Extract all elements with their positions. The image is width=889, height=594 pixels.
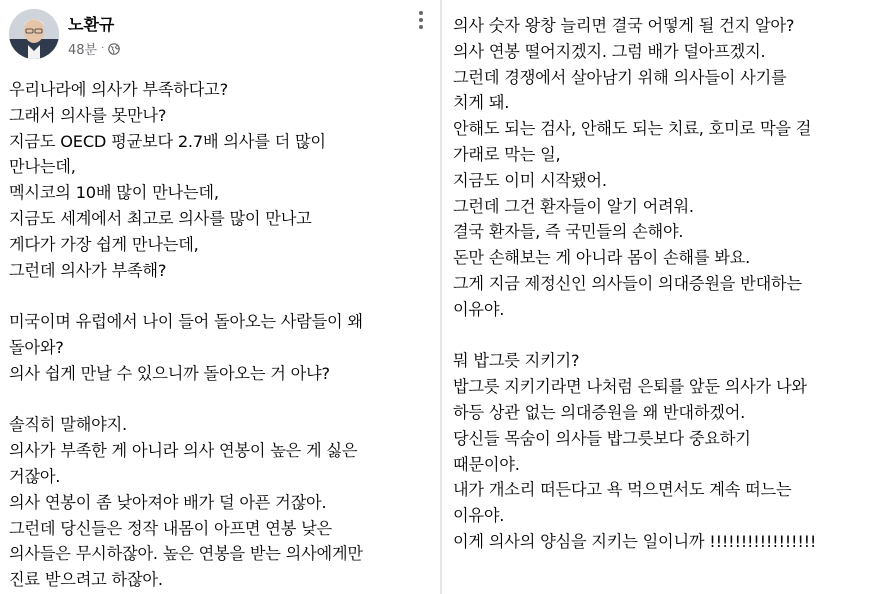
text-line: 멕시코의 10배 많이 만나는데,	[9, 183, 219, 203]
text-line: 그래서 의사를 못만나?	[9, 105, 167, 125]
text-line: 솔직히 말해야지.	[9, 415, 127, 435]
text-line: 게다가 가장 쉽게 만나는데,	[9, 234, 199, 254]
author-avatar[interactable]	[9, 9, 59, 59]
text-line: 이유야.	[453, 299, 505, 319]
text-line: 돈만 손해보는 게 아니라 몸이 손해를 봐요.	[453, 248, 751, 268]
post-meta	[68, 39, 120, 58]
post-text-left	[9, 77, 434, 593]
post-time[interactable]: 48분	[68, 43, 98, 58]
text-line: 그런데 그건 환자들이 알기 어려워.	[453, 196, 694, 216]
text-line: 내가 개소리 떠든다고 욕 먹으면서도 계속 떠느는	[453, 480, 792, 500]
text-line: 때문이야.	[453, 454, 520, 474]
text-line: 의사가 부족한 게 아니라 의사 연봉이 높은 게 싫은	[9, 441, 358, 461]
text-line: 의사 숫자 왕창 늘리면 결국 어떻게 될 건지 알아?	[453, 16, 795, 35]
text-line: 안해도 되는 검사, 안해도 되는 치료, 호미로 막을 걸	[453, 119, 812, 139]
post-text-right	[453, 13, 883, 555]
globe-icon[interactable]	[108, 43, 120, 55]
text-line: 돌아와?	[9, 337, 64, 357]
column-divider	[440, 0, 442, 594]
blank-line	[9, 283, 434, 309]
text-line: 거잖아.	[9, 466, 61, 486]
text-line: 이유야.	[453, 506, 505, 526]
text-line: 지금도 세계에서 최고로 의사를 많이 만나고	[9, 208, 312, 228]
text-line: 그런데 의사가 부족해?	[9, 260, 167, 280]
text-line: 의사들은 무시하잖아. 높은 연봉을 받는 의사에게만	[9, 544, 363, 564]
more-vertical-icon	[413, 9, 429, 37]
author-name[interactable]: 노환규	[68, 15, 115, 34]
text-line: 지금도 이미 시작됐어.	[453, 170, 607, 190]
meta-separator: ·	[101, 43, 105, 54]
avatar-photo-icon	[9, 9, 59, 59]
text-line: 만나는데,	[9, 157, 76, 177]
text-line: 그런데 당신들은 정작 내몸이 아프면 연봉 낮은	[9, 518, 332, 538]
post-right-column	[443, 0, 889, 594]
text-line: 가래로 막는 일,	[453, 144, 561, 164]
text-line: 뭐 밥그릇 지키기?	[453, 351, 580, 371]
text-line: 의사 쉽게 만날 수 있으니까 돌아오는 거 아냐?	[9, 363, 330, 383]
text-line: 우리나라에 의사가 부족하다고?	[9, 80, 228, 99]
post-left-column	[0, 0, 440, 594]
post-header	[9, 9, 429, 61]
blank-line	[9, 387, 434, 413]
text-line: 당신들 목숨이 의사들 밥그릇보다 중요하기	[453, 428, 751, 448]
text-line: 이게 의사의 양심을 지키는 일이니까 !!!!!!!!!!!!!!!!!	[453, 531, 817, 551]
more-options-button[interactable]	[413, 9, 429, 37]
text-line: 하등 상관 없는 의대증원을 왜 반대하겠어.	[453, 402, 746, 422]
text-line: 그런데 경쟁에서 살아남기 위해 의사들이 사기를	[453, 67, 787, 87]
text-line: 치게 돼.	[453, 93, 510, 113]
text-line: 의사 연봉이 좀 낮아져야 배가 덜 아픈 거잖아.	[9, 492, 327, 512]
text-line: 결국 환자들, 즉 국민들의 손해야.	[453, 222, 684, 242]
text-line: 의사 연봉 떨어지겠지. 그럼 배가 덜아프겠지.	[453, 41, 766, 61]
text-line: 지금도 OECD 평균보다 2.7배 의사를 더 많이	[9, 131, 326, 151]
blank-line	[453, 323, 883, 349]
text-line: 진료 받으려고 하잖아.	[9, 570, 163, 590]
text-line: 미국이며 유럽에서 나이 들어 돌아오는 사람들이 왜	[9, 312, 363, 332]
text-line: 그게 지금 제정신인 의사들이 의대증원을 반대하는	[453, 273, 802, 293]
text-line: 밥그릇 지키기라면 나처럼 은퇴를 앞둔 의사가 나와	[453, 377, 807, 397]
